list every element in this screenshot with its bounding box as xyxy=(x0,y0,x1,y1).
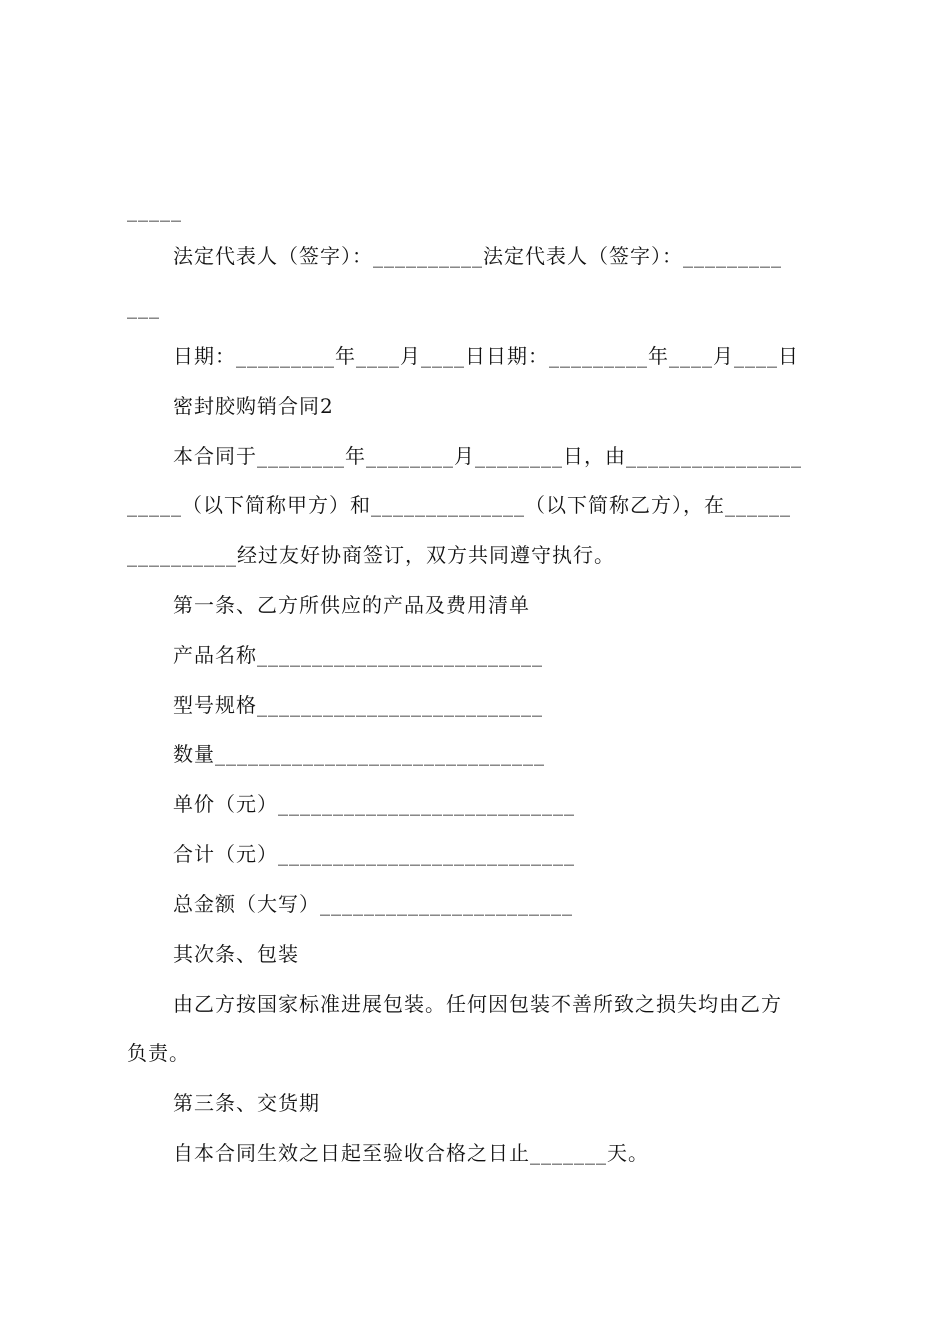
model-spec-field: 型号规格__________________________ xyxy=(173,693,543,717)
legal-representative-signature-line: 法定代表人（签字）：__________法定代表人（签字）：_________ xyxy=(173,244,782,268)
product-name-field: 产品名称__________________________ xyxy=(173,643,543,667)
signing-date-line: 日期：_________年____月____日日期：_________年____月____日 xyxy=(173,344,799,368)
quantity-field: 数量______________________________ xyxy=(173,742,545,766)
blank-line-continuation: _____ xyxy=(127,198,182,222)
contract-title: 密封胶购销合同2 xyxy=(173,394,334,418)
article-one-heading: 第一条、乙方所供应的产品及费用清单 xyxy=(173,593,530,617)
contract-intro-line: 本合同于________年________月________日，由________________ xyxy=(173,444,802,468)
contract-intro-end-line: __________经过友好协商签订，双方共同遵守执行。 xyxy=(127,543,615,567)
article-three-heading: 第三条、交货期 xyxy=(173,1091,320,1115)
subtotal-field: 合计（元）___________________________ xyxy=(173,842,575,866)
delivery-period-clause: 自本合同生效之日起至验收合格之日止_______天。 xyxy=(173,1141,649,1165)
total-amount-field: 总金额（大写）_______________________ xyxy=(173,892,573,916)
blank-line-continuation: ___ xyxy=(127,295,160,319)
article-two-heading: 其次条、包装 xyxy=(173,942,299,966)
packaging-clause-end-line: 负责。 xyxy=(127,1041,190,1065)
packaging-clause-line: 由乙方按国家标准进展包装。任何因包装不善所致之损失均由乙方 xyxy=(173,992,782,1016)
contract-intro-parties-line: _____（以下简称甲方）和______________（以下简称乙方），在______ xyxy=(127,493,791,517)
unit-price-field: 单价（元）___________________________ xyxy=(173,792,575,816)
